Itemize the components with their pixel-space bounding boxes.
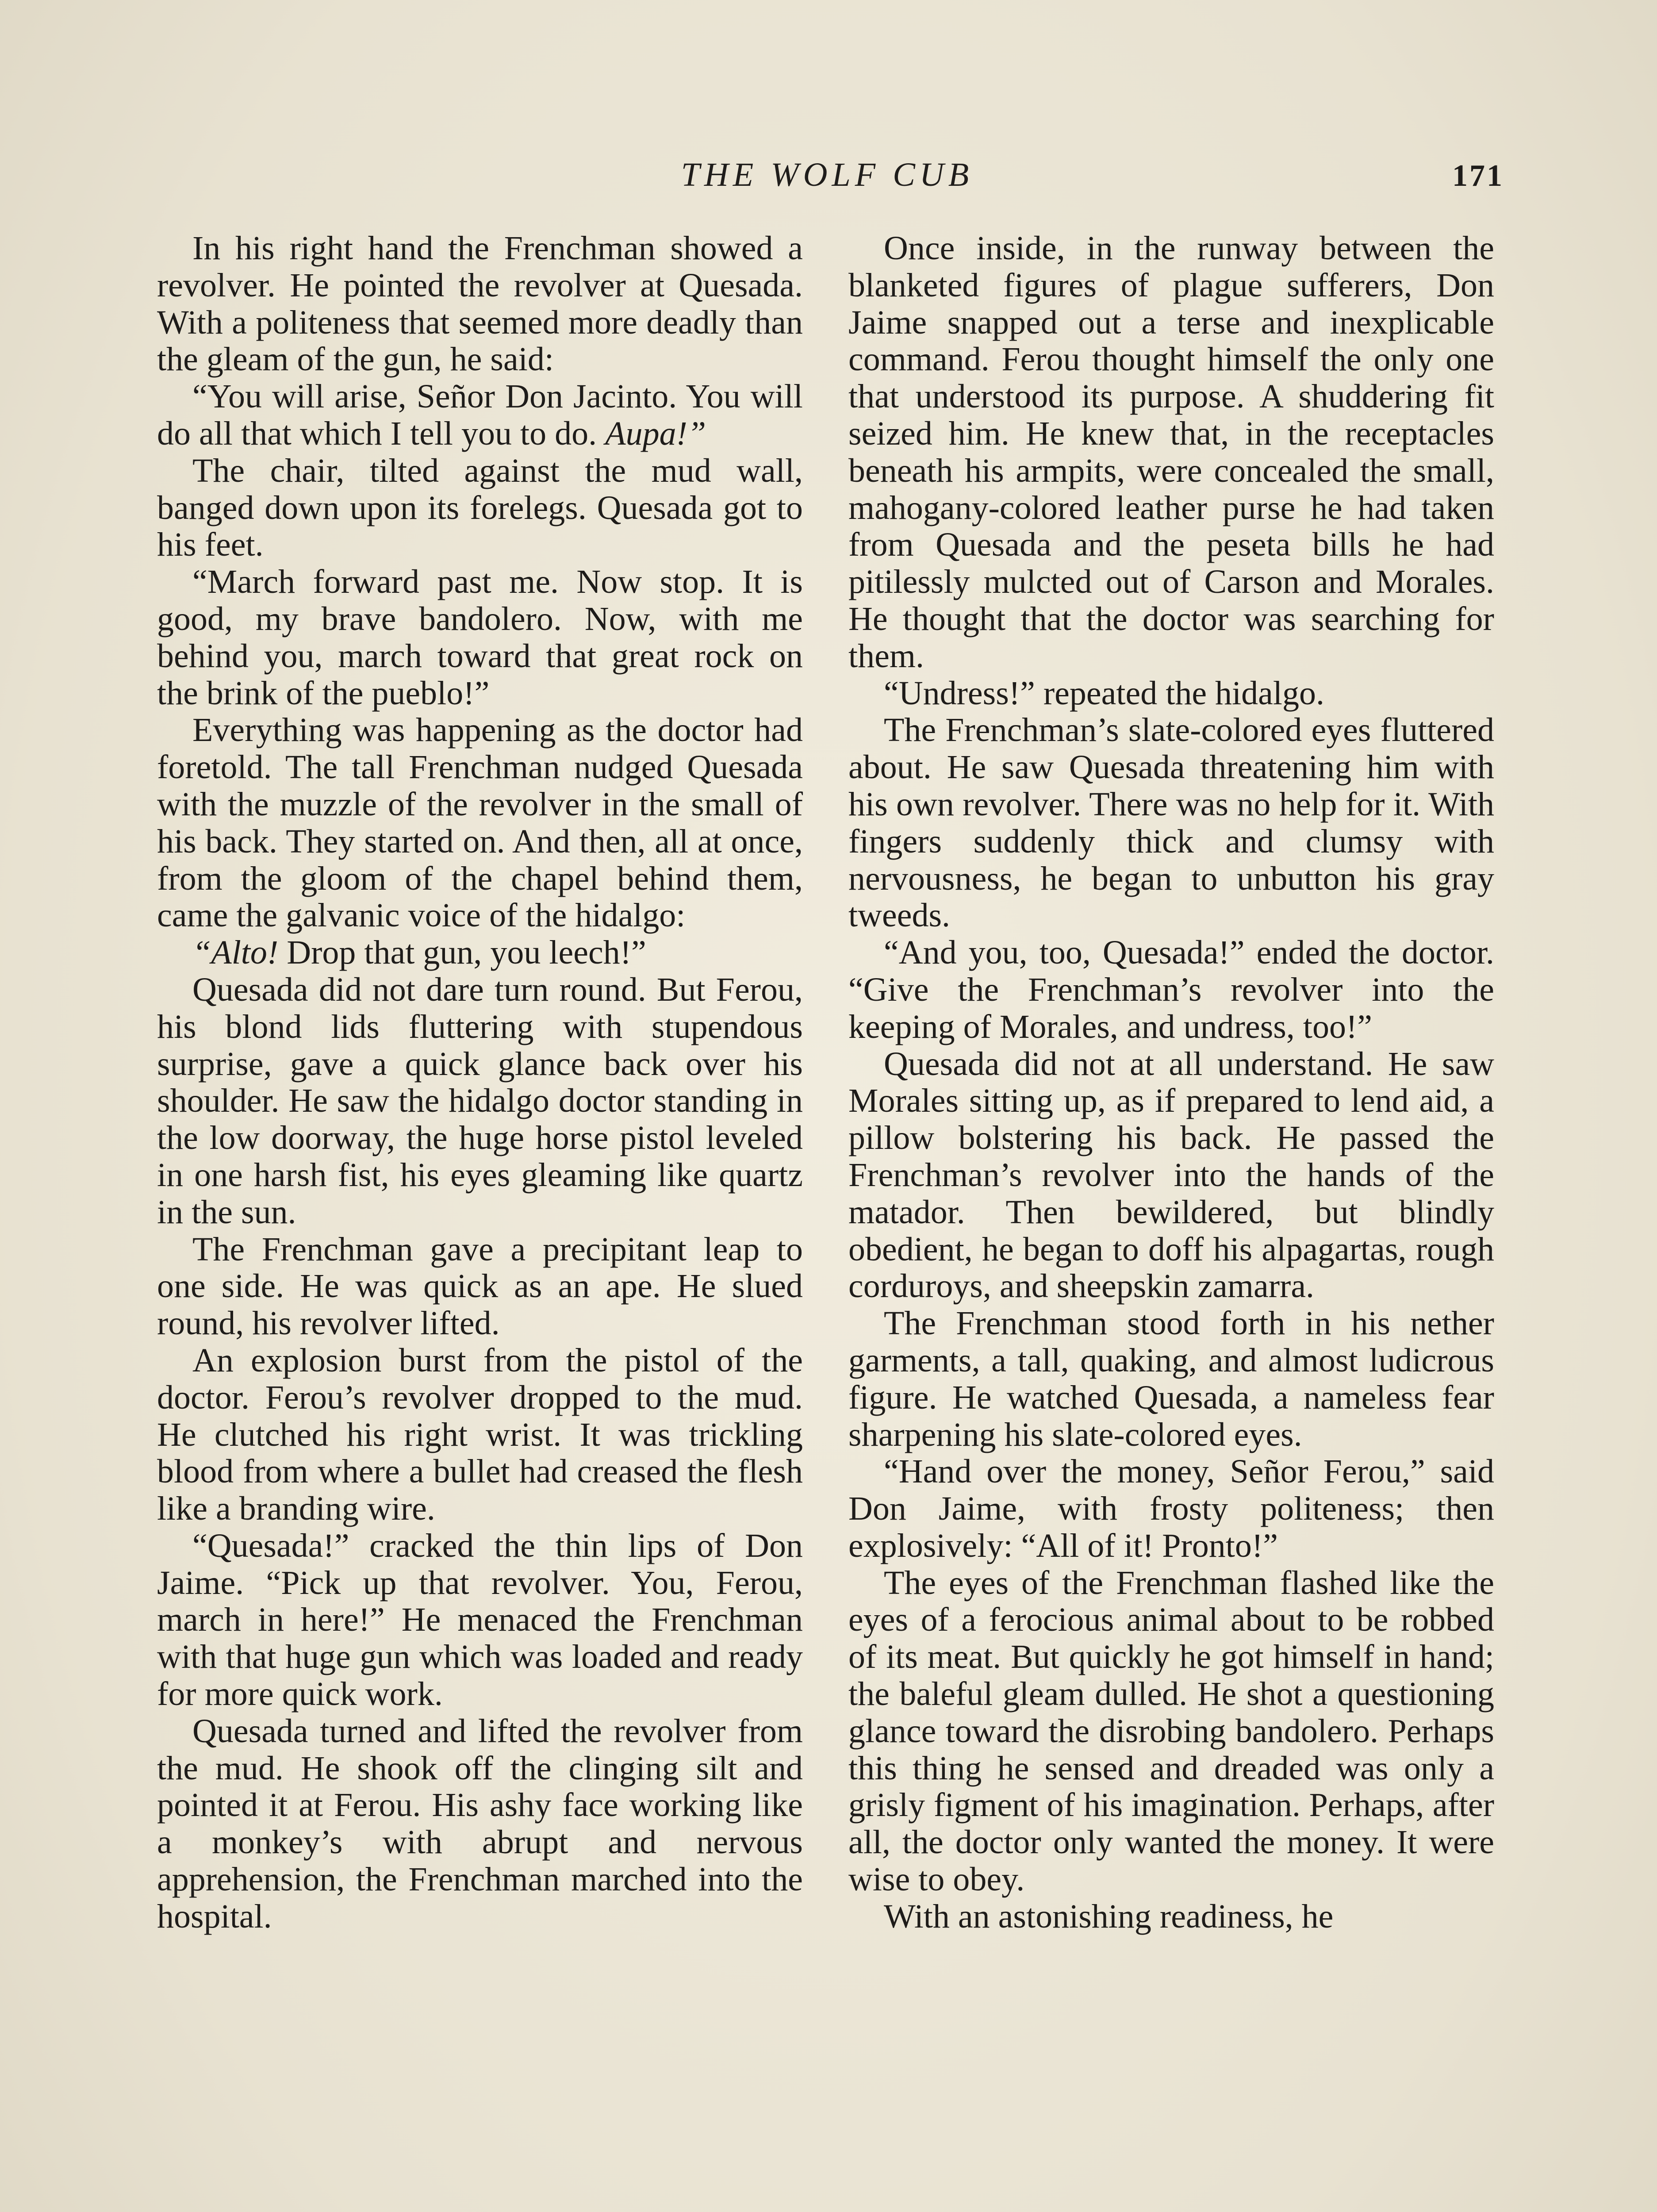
paragraph: “Quesada!” cracked the thin lips of Don Jaime. “Pick up that revolver. You, Ferou, march in here!” He menaced the Frenchman with that huge gun which was loaded and ready for more quick work. — [157, 1527, 803, 1713]
paragraph: The Frenchman’s slate-colored eyes fluttered about. He saw Quesada threatening him with his own revolver. There was no help for it. With fingers suddenly thick and clumsy with nervousness, he began to unbutton his gray tweeds. — [848, 711, 1494, 934]
italic-exclamation: Aupa!” — [605, 415, 706, 452]
paragraph: The Frenchman gave a precipitant leap to one side. He was quick as an ape. He slued round, his revolver lifted. — [157, 1230, 803, 1342]
right-column — [848, 230, 1494, 1936]
paragraph: The Frenchman stood forth in his nether garments, a tall, quaking, and almost ludicrous figure. He watched Quesada, a nameless fear sharpening his slate-colored eyes. — [848, 1305, 1494, 1453]
paragraph-text: “You will arise, Señor Don Jacinto. You will do all that which I tell you to do. — [157, 378, 803, 452]
paragraph: Everything was happening as the doctor had foretold. The tall Frenchman nudged Quesada with the muzzle of the revolver in the small of his back. They started on. And then, all at once, from the gloom of the chapel behind them, came the galvanic voice of the hidalgo: — [157, 711, 803, 934]
paragraph: “Hand over the money, Señor Ferou,” said Don Jaime, with frosty politeness; then explosively: “All of it! Pronto!” — [848, 1453, 1494, 1564]
paragraph: Quesada did not at all understand. He saw Morales sitting up, as if prepared to lend aid, a pillow bolstering his back. He passed the Frenchman’s revolver into the hands of the matador. Then bewildered, but blindly obedient, he began to doff his alpagartas, rough corduroys, and sheepskin zamarra. — [848, 1045, 1494, 1305]
paragraph: “Undress!” repeated the hidalgo. — [884, 674, 1325, 712]
paragraph: In his right hand the Frenchman showed a revolver. He pointed the revolver at Quesada. With a politeness that seemed more deadly than the gleam of the gun, he said: — [157, 230, 803, 378]
paragraph: An explosion burst from the pistol of the doctor. Ferou’s revolver dropped to the mud. He clutched his right wrist. It was trickling blood from where a bullet had creased the flesh like a branding wire. — [157, 1341, 803, 1528]
paragraph: The eyes of the Frenchman flashed like the eyes of a ferocious animal about to be robbed of its meat. But quickly he got himself in hand; the baleful gleam dulled. He shot a questioning glance toward the disrobing bandolero. Perhaps this thing he sensed and dreaded was only a grisly figment of his imagination. Perhaps, after all, the doctor only wanted the money. It were wise to obey. — [848, 1564, 1494, 1898]
paragraph — [157, 934, 803, 972]
paragraph: Once inside, in the runway between the blanketed figures of plague sufferers, Don Jaime snapped out a terse and inexplicable command. Ferou thought himself the only one that understood its purpose. A shuddering fit seized him. He knew that, in the receptacles beneath his armpits, were concealed the small, mahogany-colored leather purse he had taken from Quesada and the peseta bills he had pitilessly mulcted out of Carson and Morales. He thought that the doctor was searching for them. — [848, 230, 1494, 675]
page-number: 171 — [1452, 159, 1504, 193]
paragraph — [157, 378, 803, 453]
left-column — [157, 230, 803, 1936]
paragraph-text: Drop that gun, you leech!” — [287, 934, 646, 972]
italic-exclamation: “Alto! — [192, 934, 279, 972]
page-header — [150, 150, 1504, 204]
paragraph: “And you, too, Quesada!” ended the doctor. “Give the Frenchman’s revolver into the keeping of Morales, and undress, too!” — [848, 934, 1494, 1045]
running-title: THE WOLF CUB — [681, 156, 974, 193]
paragraph: With an astonishing readiness, he — [884, 1897, 1334, 1935]
paragraph: Quesada turned and lifted the revolver from the mud. He shook off the clinging silt and pointed it at Ferou. His ashy face working like a monkey’s with abrupt and nervous apprehension, the Frenchman marched into the hospital. — [157, 1712, 803, 1935]
paragraph: Quesada did not dare turn round. But Ferou, his blond lids fluttering with stupendous surprise, gave a quick glance back over his shoulder. He saw the hidalgo doctor standing in the low doorway, the huge horse pistol leveled in one harsh fist, his eyes gleaming like quartz in the sun. — [157, 971, 803, 1231]
paragraph: The chair, tilted against the mud wall, banged down upon its forelegs. Quesada got to his feet. — [157, 452, 803, 564]
paragraph: “March forward past me. Now stop. It is good, my brave bandolero. Now, with me behind you, march toward that great rock on the brink of the pueblo!” — [157, 563, 803, 712]
